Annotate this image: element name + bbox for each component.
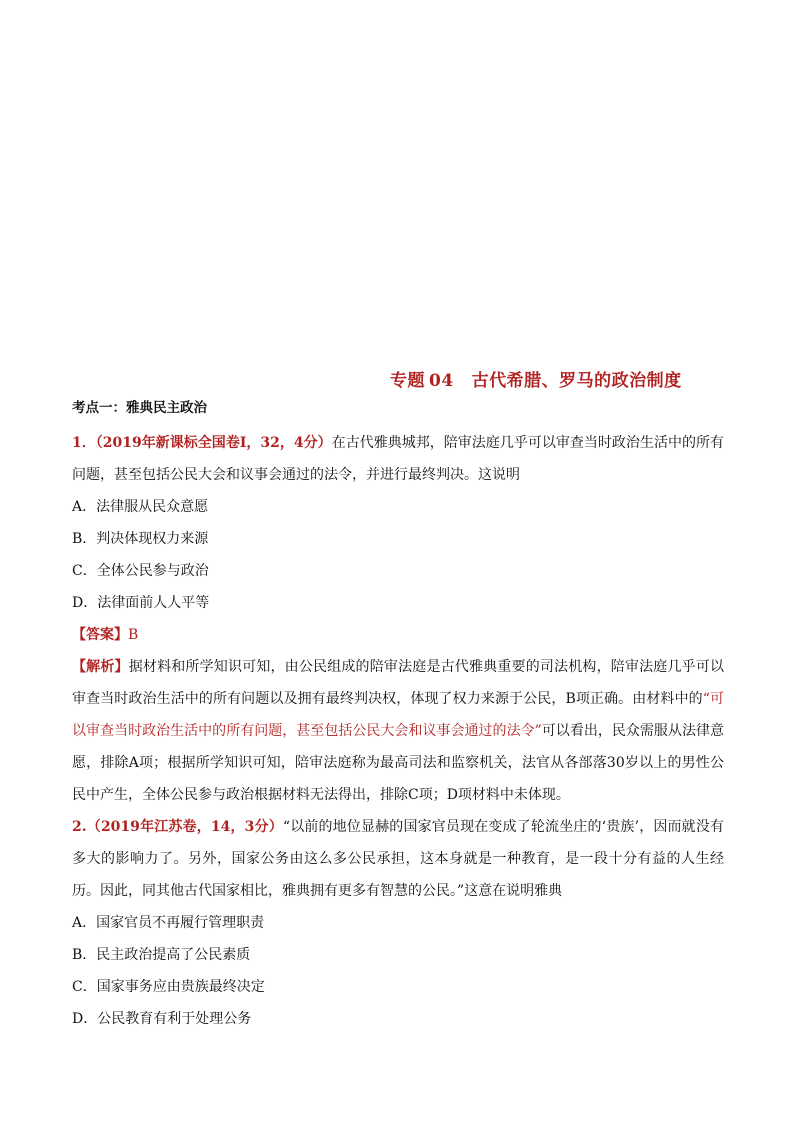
analysis-text-2: 可以看出，民众需服从法律意愿，排除A项；根据所学知识可知，陪审法庭称为最高司法和监察机关，法官从各部落30岁以上的男性公民中产生，全体公民参与政治根据材料无法得出，排除C项；D项材料中未体现。 — [72, 723, 725, 803]
question-1-number: 1． — [72, 435, 96, 451]
question-1-stem — [72, 427, 724, 491]
question-2-number: 2. — [72, 819, 87, 835]
analysis-quote: “可以审查当时政治生活中的所有问题，甚至包括公民大会和议事会通过的法令” — [72, 691, 724, 739]
question-1-analysis — [72, 651, 724, 811]
document-content — [72, 397, 724, 1035]
section-heading: 考点一：雅典民主政治 — [72, 400, 207, 416]
title-prefix: 专题 — [390, 371, 425, 391]
analysis-label: 【解析】 — [72, 659, 129, 675]
question-2-stem — [72, 811, 724, 907]
question-2-option-b: B．民主政治提高了公民素质 — [72, 947, 251, 963]
question-2-option-c: C．国家事务应由贵族最终决定 — [72, 979, 265, 995]
question-1-answer — [72, 619, 724, 651]
question-1-option-d: D．法律面前人人平等 — [72, 595, 210, 611]
question-1-text: 在古代雅典城邦，陪审法庭几乎可以审查当时政治生活中的所有问题，甚至包括公民大会和议事会通过的法令，并进行最终判决。这说明 — [72, 435, 724, 483]
question-1-option-c: C．全体公民参与政治 — [72, 563, 209, 579]
question-2-option-a: A．国家官员不再履行管理职责 — [72, 915, 265, 931]
question-2-text: “以前的地位显赫的国家官员现在变成了轮流坐庄的‘贵族’，因而就没有多大的影响力了。另外，国家公务由这么多公民承担，这本身就是一种教育，是一段十分有益的人生经历。因此，同其他古代国家相比，雅典拥有更多有智慧的公民。”这意在说明雅典 — [72, 819, 724, 899]
analysis-text-1: 据材料和所学知识可知，由公民组成的陪审法庭是古代雅典重要的司法机构，陪审法庭几乎可以审查当时政治生活中的所有问题以及拥有最终判决权，体现了权力来源于公民，B项正确。由材料中的 — [72, 659, 725, 707]
question-2-source: （2019年江苏卷，14，3分） — [86, 819, 283, 835]
question-1-source: （2019年新课标全国卷Ⅰ，32，4分） — [95, 435, 332, 451]
question-1-option-b: B．判决体现权力来源 — [72, 531, 209, 547]
question-2-option-d: D．公民教育有利于处理公务 — [72, 1011, 252, 1027]
title-text: 古代希腊、罗马的政治制度 — [471, 371, 682, 391]
title-number: 04 — [429, 371, 454, 391]
answer-value: B — [128, 627, 139, 643]
question-1-option-a: A．法律服从民众意愿 — [72, 499, 209, 515]
document-title — [390, 366, 682, 391]
answer-label: 【答案】 — [72, 627, 128, 643]
